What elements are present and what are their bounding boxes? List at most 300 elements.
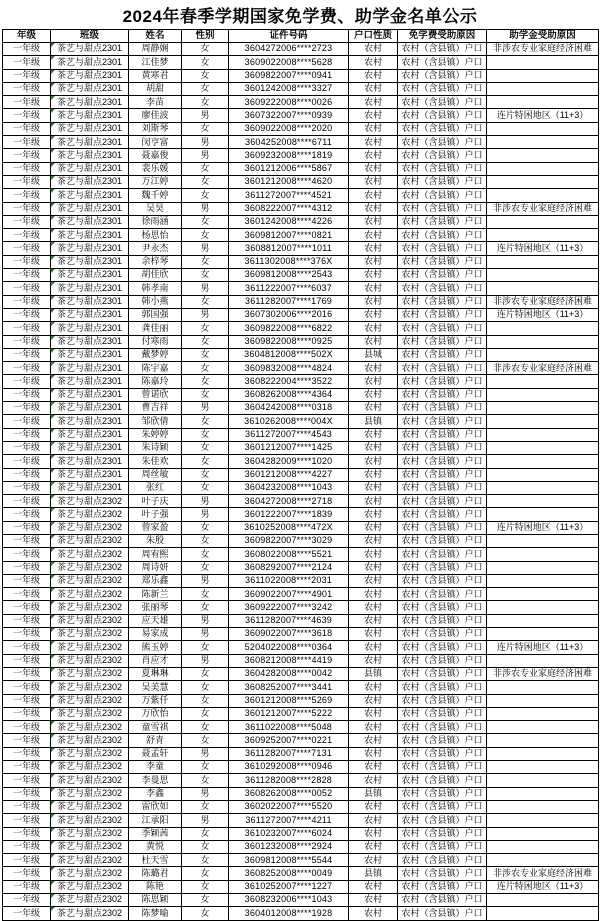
cell-waiver-reason: 农村（含县镇）户口: [398, 295, 487, 308]
table-row: [3, 814, 599, 827]
cell-hukou: 农村: [349, 601, 398, 614]
cell-aid-reason: [487, 681, 599, 694]
cell-id: 3609022008****5628: [229, 56, 349, 69]
cell-class: 茶艺与甜点2302: [51, 707, 129, 720]
cell-grade: 一年级: [3, 428, 51, 441]
cell-class: 茶艺与甜点2301: [51, 362, 129, 375]
cell-name: 朱诗颖: [129, 441, 182, 454]
cell-id: 3609812008****5544: [229, 854, 349, 867]
cell-class: 茶艺与甜点2301: [51, 202, 129, 215]
cell-id: 3610262008****004X: [229, 415, 349, 428]
table-row: [3, 441, 599, 454]
cell-hukou: 农村: [349, 388, 398, 401]
cell-waiver-reason: 农村（含县镇）户口: [398, 628, 487, 641]
cell-class: 茶艺与甜点2302: [51, 761, 129, 774]
table-row: [3, 681, 599, 694]
cell-name: 陈艳: [129, 880, 182, 893]
cell-gender: 女: [182, 322, 229, 335]
cell-aid-reason: 连片特困地区（11+3）: [487, 880, 599, 893]
cell-name: 朱婷婷: [129, 428, 182, 441]
cell-id: 3610292008****0946: [229, 761, 349, 774]
excel-flag-icon: [51, 56, 55, 60]
cell-id: 3608812007****1011: [229, 242, 349, 255]
cell-waiver-reason: 农村（含县镇）户口: [398, 109, 487, 122]
cell-hukou: 农村: [349, 295, 398, 308]
cell-gender: 女: [182, 295, 229, 308]
cell-gender: 女: [182, 96, 229, 109]
cell-waiver-reason: 农村（含县镇）户口: [398, 255, 487, 268]
cell-class: 茶艺与甜点2301: [51, 43, 129, 56]
cell-gender: 女: [182, 761, 229, 774]
cell-grade: 一年级: [3, 441, 51, 454]
cell-id: 3601222007****1839: [229, 508, 349, 521]
cell-waiver-reason: 农村（含县镇）户口: [398, 521, 487, 534]
table-row: [3, 508, 599, 521]
cell-id: 3609832008****4824: [229, 362, 349, 375]
cell-grade: 一年级: [3, 521, 51, 534]
cell-grade: 一年级: [3, 867, 51, 880]
cell-aid-reason: [487, 707, 599, 720]
cell-hukou: 农村: [349, 229, 398, 242]
cell-hukou: 农村: [349, 335, 398, 348]
cell-hukou: 农村: [349, 840, 398, 853]
cell-gender: 女: [182, 56, 229, 69]
cell-gender: 女: [182, 388, 229, 401]
cell-name: 李苗: [129, 96, 182, 109]
cell-name: 周诗妍: [129, 561, 182, 574]
cell-gender: 女: [182, 415, 229, 428]
cell-aid-reason: [487, 721, 599, 734]
cell-waiver-reason: 农村（含县镇）户口: [398, 787, 487, 800]
cell-name: 应天雄: [129, 614, 182, 627]
excel-flag-icon: [51, 309, 55, 313]
cell-class: 茶艺与甜点2302: [51, 880, 129, 893]
cell-gender: 女: [182, 681, 229, 694]
table-row: [3, 375, 599, 388]
table-row: [3, 734, 599, 747]
cell-name: 陈思颖: [129, 894, 182, 907]
cell-waiver-reason: 农村（含县镇）户口: [398, 136, 487, 149]
cell-class: 茶艺与甜点2302: [51, 827, 129, 840]
cell-gender: 女: [182, 721, 229, 734]
excel-flag-icon: [51, 761, 55, 765]
cell-name: 曾诺欣: [129, 388, 182, 401]
cell-aid-reason: [487, 136, 599, 149]
excel-flag-icon: [51, 256, 55, 260]
cell-waiver-reason: 农村（含县镇）户口: [398, 800, 487, 813]
cell-class: 茶艺与甜点2301: [51, 69, 129, 82]
cell-waiver-reason: 农村（含县镇）户口: [398, 840, 487, 853]
excel-flag-icon: [51, 721, 55, 725]
cell-gender: 女: [182, 335, 229, 348]
excel-flag-icon: [51, 149, 55, 153]
excel-flag-icon: [51, 389, 55, 393]
cell-aid-reason: 连片特困地区（11+3）: [487, 308, 599, 321]
cell-name: 杜天雪: [129, 854, 182, 867]
cell-name: 魏千婷: [129, 189, 182, 202]
excel-flag-icon: [51, 83, 55, 87]
cell-id: 3601242008****4226: [229, 215, 349, 228]
cell-id: 3608212008****4419: [229, 654, 349, 667]
cell-class: 茶艺与甜点2301: [51, 149, 129, 162]
cell-class: 茶艺与甜点2302: [51, 814, 129, 827]
cell-name: 裴乐媛: [129, 162, 182, 175]
table-row: [3, 827, 599, 840]
table-row: [3, 628, 599, 641]
cell-grade: 一年级: [3, 415, 51, 428]
cell-class: 茶艺与甜点2302: [51, 787, 129, 800]
cell-id: 3602022007****5520: [229, 800, 349, 813]
cell-class: 茶艺与甜点2301: [51, 56, 129, 69]
excel-flag-icon: [51, 867, 55, 871]
excel-flag-icon: [51, 615, 55, 619]
cell-aid-reason: [487, 854, 599, 867]
cell-grade: 一年级: [3, 601, 51, 614]
cell-aid-reason: 非涉农专业家庭经济困难: [487, 667, 599, 680]
cell-waiver-reason: 农村（含县镇）户口: [398, 681, 487, 694]
table-row: [3, 402, 599, 415]
cell-waiver-reason: 农村（含县镇）户口: [398, 122, 487, 135]
excel-flag-icon: [51, 282, 55, 286]
cell-hukou: 县镇: [349, 787, 398, 800]
table-row: [3, 495, 599, 508]
cell-waiver-reason: 农村（含县镇）户口: [398, 242, 487, 255]
table-row: [3, 561, 599, 574]
excel-flag-icon: [51, 123, 55, 127]
cell-name: 余梓琴: [129, 255, 182, 268]
cell-waiver-reason: 农村（含县镇）户口: [398, 907, 487, 920]
cell-name: 叶子庆: [129, 495, 182, 508]
cell-aid-reason: [487, 149, 599, 162]
cell-grade: 一年级: [3, 681, 51, 694]
cell-class: 茶艺与甜点2301: [51, 175, 129, 188]
cell-class: 茶艺与甜点2302: [51, 508, 129, 521]
cell-id: 3611272007****4211: [229, 814, 349, 827]
cell-hukou: 农村: [349, 255, 398, 268]
cell-aid-reason: [487, 215, 599, 228]
cell-id: 3611272007****4543: [229, 428, 349, 441]
table-row: [3, 415, 599, 428]
excel-flag-icon: [51, 668, 55, 672]
cell-name: 龚佳丽: [129, 322, 182, 335]
cell-aid-reason: [487, 348, 599, 361]
cell-waiver-reason: 农村（含县镇）户口: [398, 308, 487, 321]
cell-hukou: 农村: [349, 721, 398, 734]
table-row: [3, 69, 599, 82]
excel-flag-icon: [51, 336, 55, 340]
cell-id: 3604242008****0318: [229, 402, 349, 415]
cell-class: 茶艺与甜点2301: [51, 322, 129, 335]
cell-hukou: 农村: [349, 136, 398, 149]
cell-gender: 女: [182, 880, 229, 893]
cell-aid-reason: 非涉农专业家庭经济困难: [487, 43, 599, 56]
cell-grade: 一年级: [3, 388, 51, 401]
excel-flag-icon: [51, 881, 55, 885]
cell-class: 茶艺与甜点2302: [51, 641, 129, 654]
cell-gender: 女: [182, 122, 229, 135]
cell-class: 茶艺与甜点2302: [51, 628, 129, 641]
excel-flag-icon: [51, 495, 55, 499]
cell-waiver-reason: 农村（含县镇）户口: [398, 534, 487, 547]
cell-grade: 一年级: [3, 149, 51, 162]
cell-hukou: 农村: [349, 588, 398, 601]
table-row: [3, 269, 599, 282]
cell-aid-reason: [487, 56, 599, 69]
cell-waiver-reason: 农村（含县镇）户口: [398, 348, 487, 361]
cell-gender: 女: [182, 441, 229, 454]
cell-class: 茶艺与甜点2302: [51, 561, 129, 574]
cell-name: 朱殷: [129, 534, 182, 547]
header-row: [3, 30, 599, 43]
cell-id: 3608222007****4312: [229, 202, 349, 215]
cell-gender: 女: [182, 43, 229, 56]
cell-hukou: 农村: [349, 82, 398, 95]
cell-aid-reason: 非涉农专业家庭经济困难: [487, 295, 599, 308]
cell-id: 3604282009****1020: [229, 455, 349, 468]
cell-id: 3608262008****4364: [229, 388, 349, 401]
cell-aid-reason: [487, 800, 599, 813]
cell-gender: 女: [182, 162, 229, 175]
cell-hukou: 县镇: [349, 867, 398, 880]
cell-class: 茶艺与甜点2302: [51, 574, 129, 587]
excel-flag-icon: [51, 801, 55, 805]
cell-id: 3609022008****2020: [229, 122, 349, 135]
cell-class: 茶艺与甜点2301: [51, 388, 129, 401]
cell-name: 陈嘉玲: [129, 375, 182, 388]
cell-grade: 一年级: [3, 774, 51, 787]
excel-flag-icon: [51, 748, 55, 752]
cell-aid-reason: [487, 322, 599, 335]
cell-id: 3609252007****0221: [229, 734, 349, 747]
cell-name: 徐雨涵: [129, 215, 182, 228]
cell-waiver-reason: 农村（含县镇）户口: [398, 495, 487, 508]
cell-gender: 女: [182, 907, 229, 920]
excel-flag-icon: [51, 229, 55, 233]
cell-aid-reason: [487, 82, 599, 95]
excel-flag-icon: [51, 349, 55, 353]
cell-name: 舒青: [129, 734, 182, 747]
cell-gender: 男: [182, 628, 229, 641]
cell-id: 3611282007****1769: [229, 295, 349, 308]
excel-flag-icon: [51, 774, 55, 778]
cell-hukou: 农村: [349, 441, 398, 454]
excel-flag-icon: [51, 402, 55, 406]
cell-grade: 一年级: [3, 840, 51, 853]
cell-name: 尹永杰: [129, 242, 182, 255]
cell-gender: 男: [182, 109, 229, 122]
cell-grade: 一年级: [3, 495, 51, 508]
cell-hukou: 农村: [349, 455, 398, 468]
cell-grade: 一年级: [3, 202, 51, 215]
cell-gender: 女: [182, 867, 229, 880]
cell-name: 肖应才: [129, 654, 182, 667]
cell-aid-reason: [487, 96, 599, 109]
cell-hukou: 农村: [349, 561, 398, 574]
cell-waiver-reason: 农村（含县镇）户口: [398, 56, 487, 69]
cell-hukou: 农村: [349, 827, 398, 840]
cell-name: 李曼思: [129, 774, 182, 787]
cell-id: 3608262008****0052: [229, 787, 349, 800]
cell-aid-reason: [487, 175, 599, 188]
cell-name: 江承阳: [129, 814, 182, 827]
cell-id: 3604272006****2723: [229, 43, 349, 56]
cell-name: 胡佳欣: [129, 269, 182, 282]
cell-waiver-reason: 农村（含县镇）户口: [398, 481, 487, 494]
cell-aid-reason: [487, 827, 599, 840]
excel-flag-icon: [51, 375, 55, 379]
cell-hukou: 县镇: [349, 667, 398, 680]
cell-class: 茶艺与甜点2302: [51, 654, 129, 667]
cell-grade: 一年级: [3, 574, 51, 587]
cell-hukou: 农村: [349, 375, 398, 388]
cell-aid-reason: [487, 534, 599, 547]
cell-aid-reason: [487, 375, 599, 388]
cell-class: 茶艺与甜点2301: [51, 242, 129, 255]
cell-grade: 一年级: [3, 69, 51, 82]
cell-hukou: 农村: [349, 880, 398, 893]
cell-class: 茶艺与甜点2301: [51, 82, 129, 95]
cell-aid-reason: [487, 548, 599, 561]
cell-name: 周丝敏: [129, 468, 182, 481]
cell-aid-reason: [487, 455, 599, 468]
cell-hukou: 农村: [349, 122, 398, 135]
excel-flag-icon: [51, 109, 55, 113]
cell-hukou: 农村: [349, 747, 398, 760]
table-row: [3, 162, 599, 175]
cell-waiver-reason: 农村（含县镇）户口: [398, 402, 487, 415]
excel-flag-icon: [51, 189, 55, 193]
cell-name: 江佳梦: [129, 56, 182, 69]
table-row: [3, 282, 599, 295]
table-row: [3, 388, 599, 401]
cell-waiver-reason: 农村（含县镇）户口: [398, 162, 487, 175]
table-row: [3, 308, 599, 321]
cell-hukou: 农村: [349, 215, 398, 228]
cell-name: 杨思怡: [129, 229, 182, 242]
cell-aid-reason: 非涉农专业家庭经济困难: [487, 202, 599, 215]
cell-grade: 一年级: [3, 348, 51, 361]
cell-hukou: 农村: [349, 402, 398, 415]
cell-name: 万欣怡: [129, 707, 182, 720]
table-row: [3, 82, 599, 95]
cell-aid-reason: [487, 495, 599, 508]
cell-grade: 一年级: [3, 628, 51, 641]
cell-gender: 女: [182, 521, 229, 534]
cell-aid-reason: [487, 189, 599, 202]
cell-hukou: 县镇: [349, 415, 398, 428]
cell-hukou: 农村: [349, 362, 398, 375]
cell-hukou: 农村: [349, 96, 398, 109]
cell-grade: 一年级: [3, 694, 51, 707]
cell-waiver-reason: 农村（含县镇）户口: [398, 149, 487, 162]
cell-hukou: 农村: [349, 814, 398, 827]
cell-waiver-reason: 农村（含县镇）户口: [398, 455, 487, 468]
cell-aid-reason: [487, 269, 599, 282]
cell-aid-reason: [487, 694, 599, 707]
cell-id: 3601212008****4620: [229, 175, 349, 188]
cell-grade: 一年级: [3, 136, 51, 149]
table-row: [3, 149, 599, 162]
excel-flag-icon: [51, 841, 55, 845]
cell-waiver-reason: 农村（含县镇）户口: [398, 388, 487, 401]
cell-grade: 一年级: [3, 295, 51, 308]
cell-aid-reason: [487, 255, 599, 268]
cell-gender: 女: [182, 82, 229, 95]
table-row: [3, 694, 599, 707]
cell-id: 3601242008****3327: [229, 82, 349, 95]
cell-gender: 女: [182, 375, 229, 388]
cell-grade: 一年级: [3, 894, 51, 907]
cell-gender: 男: [182, 814, 229, 827]
cell-aid-reason: [487, 402, 599, 415]
cell-hukou: 农村: [349, 242, 398, 255]
cell-name: 聂孟轩: [129, 747, 182, 760]
cell-id: 3604282008****0042: [229, 667, 349, 680]
cell-class: 茶艺与甜点2302: [51, 521, 129, 534]
cell-class: 茶艺与甜点2301: [51, 282, 129, 295]
cell-hukou: 农村: [349, 43, 398, 56]
cell-gender: 女: [182, 667, 229, 680]
cell-grade: 一年级: [3, 827, 51, 840]
cell-hukou: 农村: [349, 149, 398, 162]
cell-id: 3601232008****2924: [229, 840, 349, 853]
cell-grade: 一年级: [3, 734, 51, 747]
cell-hukou: 农村: [349, 109, 398, 122]
cell-aid-reason: [487, 654, 599, 667]
cell-hukou: 农村: [349, 481, 398, 494]
cell-aid-reason: [487, 734, 599, 747]
cell-hukou: 农村: [349, 189, 398, 202]
cell-id: 3609822008****6822: [229, 322, 349, 335]
cell-gender: 女: [182, 641, 229, 654]
cell-name: 吴美慧: [129, 681, 182, 694]
cell-class: 茶艺与甜点2302: [51, 534, 129, 547]
cell-gender: 男: [182, 282, 229, 295]
cell-aid-reason: [487, 894, 599, 907]
cell-aid-reason: [487, 761, 599, 774]
cell-waiver-reason: 农村（含县镇）户口: [398, 880, 487, 893]
cell-aid-reason: 连片特困地区（11+3）: [487, 109, 599, 122]
table-row: [3, 468, 599, 481]
cell-class: 茶艺与甜点2302: [51, 614, 129, 627]
table-header: [3, 30, 599, 43]
cell-grade: 一年级: [3, 880, 51, 893]
cell-waiver-reason: 农村（含县镇）户口: [398, 721, 487, 734]
cell-gender: 女: [182, 601, 229, 614]
col-header-waiver-reason: 免学费受助原因: [398, 30, 487, 43]
cell-id: 3608252008****0049: [229, 867, 349, 880]
cell-class: 茶艺与甜点2302: [51, 694, 129, 707]
cell-class: 茶艺与甜点2301: [51, 215, 129, 228]
cell-class: 茶艺与甜点2302: [51, 588, 129, 601]
table-row: [3, 96, 599, 109]
cell-aid-reason: [487, 229, 599, 242]
cell-class: 茶艺与甜点2301: [51, 481, 129, 494]
table-row: [3, 867, 599, 880]
cell-waiver-reason: 农村（含县镇）户口: [398, 96, 487, 109]
cell-waiver-reason: 农村（含县镇）户口: [398, 362, 487, 375]
table-row: [3, 787, 599, 800]
cell-class: 茶艺与甜点2301: [51, 109, 129, 122]
cell-gender: 女: [182, 269, 229, 282]
cell-name: 陈新兰: [129, 588, 182, 601]
cell-gender: 女: [182, 894, 229, 907]
table-row: [3, 122, 599, 135]
cell-waiver-reason: 农村（含县镇）户口: [398, 335, 487, 348]
cell-waiver-reason: 农村（含县镇）户口: [398, 441, 487, 454]
excel-flag-icon: [51, 548, 55, 552]
table-row: [3, 907, 599, 920]
